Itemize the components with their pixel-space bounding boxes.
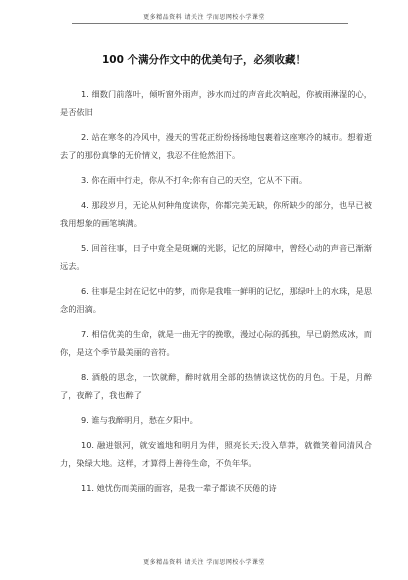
- sentence-item: 10. 融进银河，就安谧地和明月为伴，照亮长天;没入草莽，就微笑着同清风合力，染绿大地。这样，才算得上善待生命，不负年华。: [60, 440, 372, 468]
- header-note: 更多精品资料 请关注 学而思网校小学课堂: [143, 14, 265, 21]
- sentence-item: 9. 谁与我醉明月，愁在夕阳中。: [81, 415, 198, 425]
- sentence-item: 7. 相信优美的生命，就是一曲无字的挽歌，漫过心际的孤独，早已蔚然成冰，而你，是这个季节最美丽的音符。: [60, 329, 372, 357]
- sentence-item: 5. 回首往事，日子中竟全是斑斓的光影，记忆的屏障中，曾经心动的声音已渐渐远去。: [60, 243, 372, 271]
- sentence-item: 1. 细数门前落叶，倾听窗外雨声，涉水而过的声音此次响起，你被雨淋湿的心，是否依旧: [60, 89, 372, 117]
- sentence-item: 2. 站在寒冬的冷风中，漫天的雪花正纷纷扬扬地包裹着这座寒冷的城市。想着逝去了的那份真挚的无价情义，我忍不住怆然泪下。: [60, 132, 372, 160]
- sentence-item: 3. 你在雨中行走，你从不打伞;你有自己的天空，它从不下雨。: [81, 175, 308, 185]
- footer-note: 更多精品资料 请关注 学而思网校小学课堂: [143, 559, 265, 566]
- header-divider: [72, 23, 348, 24]
- sentence-list: [60, 85, 372, 504]
- sentence-item: 11. 她忧伤而美丽的面容，是我一辈子都读不厌倦的诗: [81, 483, 277, 493]
- sentence-item: 4. 那段岁月，无论从何种角度读你，你都完美无缺，你所缺少的部分，也早已被我用想象的画笔填满。: [60, 200, 372, 228]
- document-title: 100 个满分作文中的优美句子，必须收藏！: [101, 54, 307, 66]
- sentence-item: 6. 往事是尘封在记忆中的梦，而你是我唯一鲜明的记忆，那绿叶上的水珠，是思念的泪滴。: [60, 286, 372, 314]
- sentence-item: 8. 酒般的思念，一饮就醉，醉时就用全部的热情读这忧伤的月色。于是，月醉了，夜醉了，我也醉了: [60, 372, 372, 400]
